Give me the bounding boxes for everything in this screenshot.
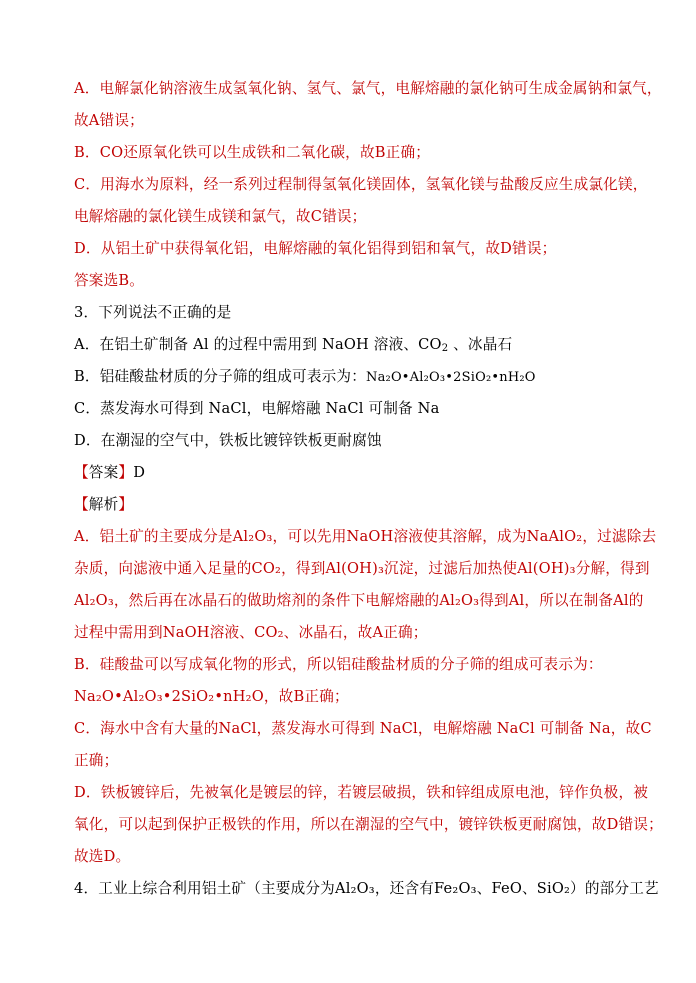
answer-bracket-close: 】: [118, 464, 134, 481]
analysis-b-line-2: Na₂O•Al₂O₃•2SiO₂•nH₂O，故B正确；: [74, 688, 349, 705]
answer-label: 答案: [88, 464, 119, 481]
analysis-d-line-2: 氧化，可以起到保护正极铁的作用，所以在潮湿的空气中，镀锌铁板更耐腐蚀，故D错误；: [74, 816, 663, 833]
analysis-b-line-1: B．硅酸盐可以写成氧化物的形式，所以铝硅酸盐材质的分子筛的组成可表示为：: [74, 656, 603, 673]
prev-analysis-line-7: 答案选B。: [74, 272, 145, 289]
question-3-option-c: C．蒸发海水可得到 NaCl，电解熔融 NaCl 可制备 Na: [74, 400, 440, 417]
option-b-text: B．铝硅酸盐材质的分子筛的组成可表示为：: [74, 368, 367, 385]
option-b-formula: Na₂O•Al₂O₃•2SiO₂•nH₂O: [366, 370, 536, 385]
answer-value: D: [133, 464, 146, 481]
option-a-text: A．在铝土矿制备 Al 的过程中需用到 NaOH 溶液、CO: [74, 336, 442, 353]
answer-line: [74, 462, 634, 484]
analysis-heading: [74, 494, 634, 516]
prev-analysis-line-2: 故A错误；: [74, 112, 144, 129]
prev-analysis-line-1: A．电解氯化钠溶液生成氢氧化钠、氢气、氯气，电解熔融的氯化钠可生成金属钠和氯气，: [74, 80, 662, 97]
analysis-a-line-4: 过程中需用到NaOH溶液、CO₂、冰晶石，故A正确；: [74, 624, 428, 641]
option-a-subscript: 2: [441, 343, 449, 354]
question-3-option-a: [74, 334, 634, 356]
answer-bracket-open: 【: [74, 464, 89, 481]
question-4-stem: 4．工业上综合利用铝土矿（主要成分为Al₂O₃，还含有Fe₂O₃、FeO、SiO₂）的部分工艺: [74, 880, 659, 897]
prev-analysis-line-4: C．用海水为原料，经一系列过程制得氢氧化镁固体，氢氧化镁与盐酸反应生成氯化镁，: [74, 176, 648, 193]
analysis-bracket-open: 【: [74, 496, 89, 513]
document-page: [74, 78, 663, 910]
question-3-option-d: D．在潮湿的空气中，铁板比镀锌铁板更耐腐蚀: [74, 432, 382, 449]
analysis-a-line-1: A．铝土矿的主要成分是Al₂O₃，可以先用NaOH溶液使其溶解，成为NaAlO₂，过滤除去: [74, 528, 657, 545]
analysis-bracket-close: 】: [118, 496, 134, 513]
analysis-a-line-2: 杂质，向滤液中通入足量的CO₂，得到Al(OH)₃沉淀，过滤后加热使Al(OH)₃分解，得到: [74, 560, 650, 577]
question-3-option-b: [74, 366, 634, 388]
prev-analysis-line-3: B．CO还原氧化铁可以生成铁和二氧化碳，故B正确；: [74, 144, 431, 161]
analysis-a-line-3: Al₂O₃，然后再在冰晶石的做助熔剂的条件下电解熔融的Al₂O₃得到Al，所以在制备Al的: [74, 592, 644, 609]
analysis-c-line-1: C．海水中含有大量的NaCl，蒸发海水可得到 NaCl，电解熔融 NaCl 可制备 Na，故C: [74, 720, 652, 737]
analysis-d-line-1: D．铁板镀锌后，先被氧化是镀层的锌，若镀层破损，铁和锌组成原电池，锌作负极，被: [74, 784, 649, 801]
analysis-d-line-3: 故选D。: [74, 848, 131, 865]
analysis-label: 解析: [88, 496, 119, 513]
analysis-c-line-2: 正确；: [74, 752, 119, 769]
question-3-stem: 3．下列说法不正确的是: [74, 304, 232, 321]
prev-analysis-line-6: D．从铝土矿中获得氧化铝，电解熔融的氧化铝得到铝和氧气，故D错误；: [74, 240, 557, 257]
option-a-text-end: 、冰晶石: [448, 336, 513, 353]
prev-analysis-line-5: 电解熔融的氯化镁生成镁和氯气，故C错误；: [74, 208, 367, 225]
